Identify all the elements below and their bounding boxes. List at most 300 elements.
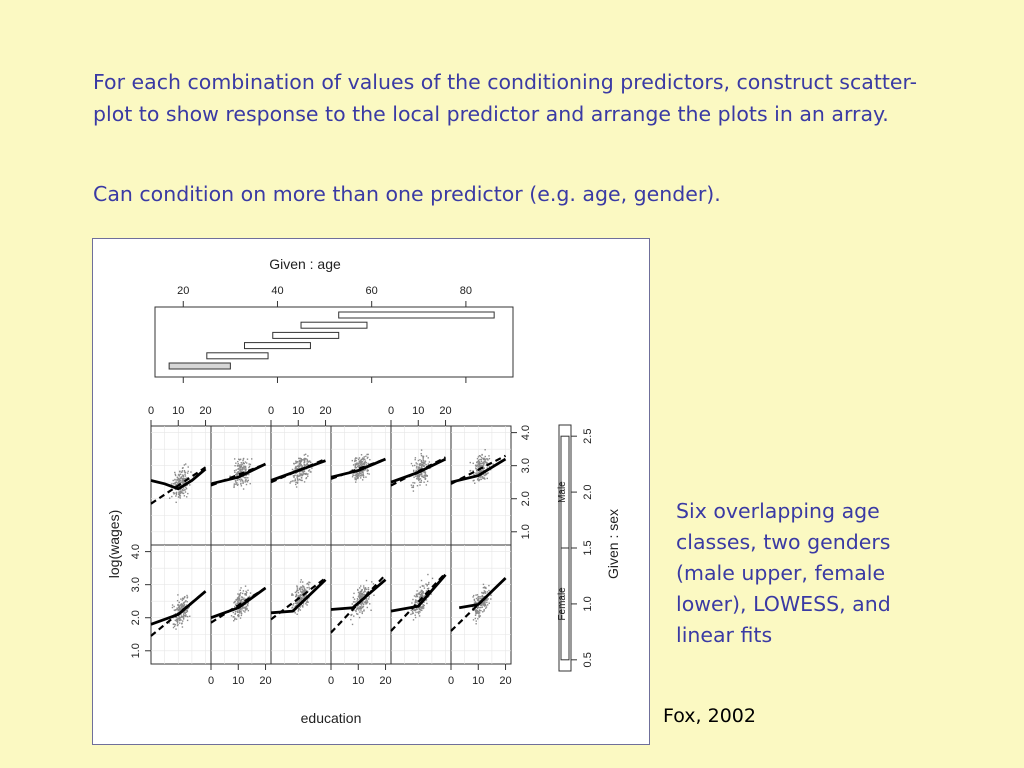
data-point	[235, 463, 236, 464]
data-point	[371, 581, 372, 582]
data-point	[174, 610, 175, 611]
data-point	[355, 467, 356, 468]
y-tick-label: 3.0	[130, 577, 142, 593]
data-point	[247, 590, 248, 591]
data-point	[295, 468, 296, 469]
data-point	[479, 607, 480, 608]
data-point	[183, 475, 184, 476]
data-point	[234, 470, 235, 471]
data-point	[296, 614, 297, 615]
data-point	[424, 463, 425, 464]
x-tick-label: 0	[387, 405, 395, 417]
data-point	[190, 471, 191, 472]
data-point	[410, 614, 411, 615]
data-point	[419, 615, 420, 616]
age-tick-label: 20	[177, 285, 190, 297]
data-point	[477, 465, 478, 466]
data-point	[421, 590, 422, 591]
data-point	[357, 478, 358, 479]
data-point	[476, 620, 477, 621]
x-tick-label: 10	[352, 675, 365, 687]
data-point	[368, 463, 369, 464]
data-point	[236, 618, 237, 619]
data-point	[477, 608, 478, 609]
data-point	[298, 610, 299, 611]
data-point	[182, 606, 183, 607]
age-interval-bar	[207, 353, 268, 359]
data-point	[365, 603, 366, 604]
data-point	[237, 612, 238, 613]
data-point	[428, 588, 429, 589]
data-point	[485, 459, 486, 460]
data-point	[303, 473, 304, 474]
data-point	[476, 470, 477, 471]
data-point	[422, 604, 423, 605]
data-point	[355, 460, 356, 461]
age-panel-title: Given : age	[269, 256, 341, 272]
data-point	[308, 587, 309, 588]
panel-frame	[451, 545, 511, 664]
data-point	[363, 591, 364, 592]
data-point	[182, 468, 183, 469]
x-tick-label: 10	[172, 405, 185, 417]
panel-frame	[451, 426, 511, 545]
data-point	[182, 598, 183, 599]
data-point	[421, 480, 422, 481]
x-tick-label: 0	[147, 405, 155, 417]
data-point	[175, 495, 176, 496]
data-point	[240, 592, 241, 593]
data-point	[179, 622, 180, 623]
data-point	[361, 454, 362, 455]
data-point	[482, 478, 483, 479]
data-point	[423, 607, 424, 608]
data-point	[292, 604, 293, 605]
data-point	[427, 481, 428, 482]
data-point	[484, 449, 485, 450]
data-point	[293, 475, 294, 476]
data-point	[480, 479, 481, 480]
data-point	[307, 476, 308, 477]
data-point	[475, 618, 476, 619]
panel-female-1	[151, 545, 211, 664]
data-point	[179, 617, 180, 618]
data-point	[417, 593, 418, 594]
data-point	[355, 473, 356, 474]
data-point	[298, 458, 299, 459]
data-point	[177, 622, 178, 623]
data-point	[490, 598, 491, 599]
data-point	[237, 485, 238, 486]
data-point	[473, 619, 474, 620]
data-point	[478, 614, 479, 615]
data-point	[419, 482, 420, 483]
data-point	[414, 482, 415, 483]
data-point	[308, 581, 309, 582]
data-point	[365, 587, 366, 588]
data-point	[428, 584, 429, 585]
data-point	[296, 594, 297, 595]
data-point	[416, 595, 417, 596]
data-point	[297, 477, 298, 478]
data-point	[368, 473, 369, 474]
data-point	[424, 476, 425, 477]
data-point	[301, 459, 302, 460]
y-tick-label: 1.0	[130, 643, 142, 659]
data-point	[475, 467, 476, 468]
data-point	[477, 597, 478, 598]
data-point	[298, 592, 299, 593]
coplot-chart	[93, 239, 649, 744]
data-point	[235, 484, 236, 485]
data-point	[242, 481, 243, 482]
data-point	[292, 594, 293, 595]
data-point	[415, 600, 416, 601]
data-point	[483, 584, 484, 585]
data-point	[363, 587, 364, 588]
y-tick-label: 1.0	[520, 524, 532, 540]
x-tick-label: 10	[232, 675, 245, 687]
data-point	[174, 472, 175, 473]
data-point	[302, 585, 303, 586]
data-point	[428, 457, 429, 458]
data-point	[242, 460, 243, 461]
data-point	[368, 587, 369, 588]
data-point	[411, 610, 412, 611]
data-point	[233, 616, 234, 617]
citation: Fox, 2002	[663, 705, 756, 727]
data-point	[245, 477, 246, 478]
data-point	[475, 623, 476, 624]
data-point	[176, 617, 177, 618]
data-point	[355, 475, 356, 476]
data-point	[479, 612, 480, 613]
data-point	[295, 478, 296, 479]
data-point	[241, 599, 242, 600]
data-point	[239, 595, 240, 596]
data-point	[474, 483, 475, 484]
sex-level-label: Male	[557, 481, 568, 503]
data-point	[247, 458, 248, 459]
data-point	[173, 492, 174, 493]
data-point	[177, 477, 178, 478]
panel-male-1	[151, 426, 211, 545]
panel-male-3	[271, 426, 331, 545]
data-point	[362, 613, 363, 614]
data-point	[486, 458, 487, 459]
data-point	[183, 476, 184, 477]
data-point	[484, 462, 485, 463]
data-point	[235, 611, 236, 612]
data-point	[189, 616, 190, 617]
data-point	[243, 590, 244, 591]
data-point	[297, 586, 298, 587]
data-point	[172, 604, 173, 605]
data-point	[418, 476, 419, 477]
data-point	[299, 461, 300, 462]
data-point	[178, 494, 179, 495]
data-point	[233, 485, 234, 486]
data-point	[416, 467, 417, 468]
data-point	[357, 598, 358, 599]
data-point	[180, 609, 181, 610]
data-point	[486, 606, 487, 607]
data-point	[181, 482, 182, 483]
data-point	[186, 612, 187, 613]
data-point	[245, 467, 246, 468]
data-point	[234, 483, 235, 484]
data-point	[360, 595, 361, 596]
data-point	[300, 461, 301, 462]
data-point	[238, 598, 239, 599]
data-point	[359, 608, 360, 609]
data-point	[489, 458, 490, 459]
data-point	[245, 591, 246, 592]
data-point	[242, 599, 243, 600]
data-point	[355, 611, 356, 612]
data-point	[418, 613, 419, 614]
data-point	[474, 600, 475, 601]
data-point	[485, 605, 486, 606]
data-point	[184, 464, 185, 465]
x-tick-label: 20	[199, 405, 212, 417]
data-point	[360, 593, 361, 594]
data-point	[239, 612, 240, 613]
data-point	[234, 606, 235, 607]
data-point	[183, 617, 184, 618]
data-point	[416, 463, 417, 464]
data-point	[412, 465, 413, 466]
data-point	[421, 594, 422, 595]
data-point	[416, 609, 417, 610]
data-point	[484, 475, 485, 476]
data-point	[240, 483, 241, 484]
data-point	[486, 474, 487, 475]
data-point	[481, 605, 482, 606]
data-point	[239, 479, 240, 480]
data-point	[179, 620, 180, 621]
data-point	[237, 461, 238, 462]
data-point	[186, 496, 187, 497]
data-point	[366, 598, 367, 599]
data-point	[422, 592, 423, 593]
data-point	[369, 603, 370, 604]
data-point	[355, 481, 356, 482]
data-point	[241, 612, 242, 613]
data-point	[356, 458, 357, 459]
data-point	[240, 590, 241, 591]
data-point	[179, 602, 180, 603]
data-point	[178, 481, 179, 482]
age-tick-label: 60	[365, 285, 378, 297]
data-point	[302, 590, 303, 591]
data-point	[364, 602, 365, 603]
data-point	[475, 594, 476, 595]
data-point	[177, 478, 178, 479]
data-point	[187, 472, 188, 473]
data-point	[358, 459, 359, 460]
data-point	[303, 459, 304, 460]
data-point	[425, 464, 426, 465]
data-point	[426, 455, 427, 456]
data-point	[480, 455, 481, 456]
data-point	[367, 473, 368, 474]
data-point	[413, 477, 414, 478]
data-point	[310, 471, 311, 472]
sex-tick-label: 1.5	[582, 540, 594, 556]
data-point	[352, 624, 353, 625]
data-point	[238, 609, 239, 610]
data-point	[247, 477, 248, 478]
data-point	[184, 474, 185, 475]
data-point	[171, 483, 172, 484]
data-point	[241, 470, 242, 471]
data-point	[417, 612, 418, 613]
data-point	[412, 482, 413, 483]
data-point	[366, 462, 367, 463]
data-point	[359, 587, 360, 588]
x-tick-label: 20	[319, 405, 332, 417]
data-point	[477, 618, 478, 619]
data-point	[490, 595, 491, 596]
data-point	[307, 583, 308, 584]
data-point	[360, 609, 361, 610]
data-point	[295, 466, 296, 467]
data-point	[176, 492, 177, 493]
age-interval-bar	[301, 322, 367, 328]
data-point	[487, 604, 488, 605]
data-point	[295, 482, 296, 483]
data-point	[182, 470, 183, 471]
data-point	[427, 574, 428, 575]
data-point	[234, 458, 235, 459]
data-point	[411, 484, 412, 485]
data-point	[421, 453, 422, 454]
data-point	[478, 463, 479, 464]
data-point	[363, 606, 364, 607]
data-point	[300, 579, 301, 580]
data-point	[306, 604, 307, 605]
data-point	[300, 606, 301, 607]
data-point	[301, 477, 302, 478]
data-point	[482, 607, 483, 608]
age-interval-bar	[245, 343, 311, 349]
data-point	[421, 449, 422, 450]
data-point	[181, 492, 182, 493]
data-point	[359, 457, 360, 458]
age-tick-label: 80	[459, 285, 473, 297]
data-point	[299, 588, 300, 589]
data-point	[362, 464, 363, 465]
data-point	[355, 477, 356, 478]
data-point	[187, 620, 188, 621]
data-point	[297, 588, 298, 589]
data-point	[184, 495, 185, 496]
data-point	[485, 608, 486, 609]
data-point	[420, 478, 421, 479]
data-point	[421, 460, 422, 461]
data-point	[293, 480, 294, 481]
data-point	[303, 603, 304, 604]
data-point	[241, 602, 242, 603]
data-point	[237, 610, 238, 611]
data-point	[173, 624, 174, 625]
data-point	[366, 589, 367, 590]
data-point	[295, 462, 296, 463]
data-point	[174, 492, 175, 493]
data-point	[291, 594, 292, 595]
data-point	[304, 454, 305, 455]
data-point	[175, 484, 176, 485]
data-point	[240, 617, 241, 618]
data-point	[234, 465, 235, 466]
data-point	[415, 459, 416, 460]
data-point	[477, 594, 478, 595]
data-point	[293, 603, 294, 604]
data-point	[299, 475, 300, 476]
data-point	[421, 580, 422, 581]
data-point	[185, 472, 186, 473]
data-point	[245, 609, 246, 610]
data-point	[362, 479, 363, 480]
x-tick-label: 10	[292, 405, 305, 417]
data-point	[296, 591, 297, 592]
data-point	[361, 459, 362, 460]
data-point	[360, 477, 361, 478]
data-point	[174, 626, 175, 627]
data-point	[350, 619, 351, 620]
data-point	[177, 619, 178, 620]
data-point	[178, 474, 179, 475]
data-point	[362, 457, 363, 458]
x-tick-label: 10	[472, 675, 485, 687]
data-point	[363, 477, 364, 478]
data-point	[299, 460, 300, 461]
data-point	[417, 469, 418, 470]
data-point	[414, 595, 415, 596]
data-point	[421, 455, 422, 456]
data-point	[412, 613, 413, 614]
panel-female-4	[331, 545, 391, 664]
data-point	[373, 595, 374, 596]
data-point	[246, 484, 247, 485]
data-point	[359, 611, 360, 612]
data-point	[243, 467, 244, 468]
data-point	[359, 475, 360, 476]
data-point	[428, 582, 429, 583]
data-point	[358, 592, 359, 593]
data-point	[301, 598, 302, 599]
data-point	[418, 460, 419, 461]
data-point	[300, 590, 301, 591]
data-point	[183, 605, 184, 606]
data-point	[432, 578, 433, 579]
data-point	[300, 581, 301, 582]
coplot-figure	[92, 238, 650, 745]
data-point	[235, 601, 236, 602]
y-tick-label: 2.0	[130, 610, 142, 626]
data-point	[249, 466, 250, 467]
data-point	[486, 602, 487, 603]
data-point	[358, 607, 359, 608]
data-point	[484, 587, 485, 588]
data-point	[175, 502, 176, 503]
data-point	[307, 455, 308, 456]
data-point	[365, 588, 366, 589]
data-point	[358, 609, 359, 610]
data-point	[477, 458, 478, 459]
data-point	[482, 595, 483, 596]
